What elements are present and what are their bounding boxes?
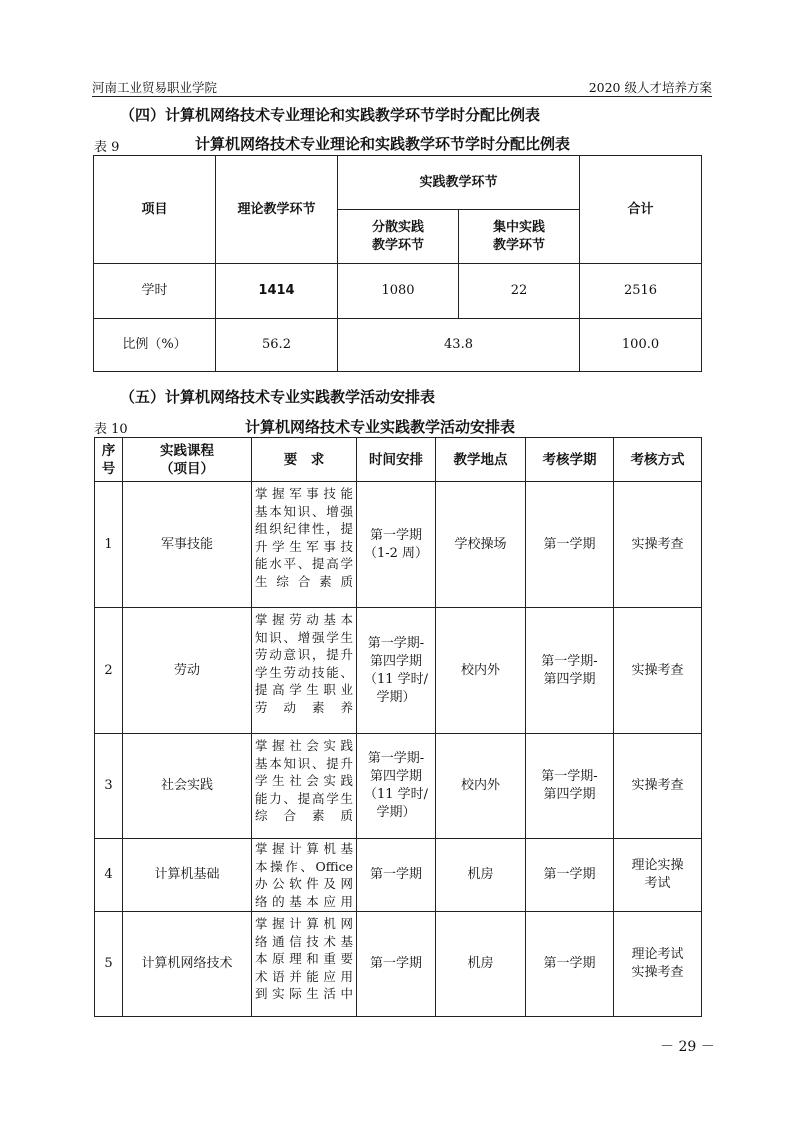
t9-hours-scattered: 1080 [338,264,459,319]
t10-header-term: 考核学期 [526,438,614,482]
t10-row-course: 劳动 [123,608,252,734]
t10-row-place: 校内外 [436,608,526,734]
t9-hours-label: 学时 [94,264,216,319]
t10-header-place: 教学地点 [436,438,526,482]
t10-row-course: 计算机网络技术 [123,912,252,1017]
table-row [95,734,702,839]
t10-row-place: 学校操场 [436,482,526,608]
t9-header-theory: 理论教学环节 [216,156,338,264]
t9-hours-theory: 1414 [216,264,338,319]
t9-hours-concentrated: 22 [459,264,580,319]
t10-row-course: 军事技能 [123,482,252,608]
t10-row-course: 社会实践 [123,734,252,839]
t9-header-item: 项目 [94,156,216,264]
t9-ratio-label: 比例（%） [94,319,216,372]
t10-row-course: 计算机基础 [123,839,252,912]
t10-row-method: 理论考试 实操考查 [614,912,702,1017]
t10-row-term: 第一学期 [526,839,614,912]
t10-row-requirement: 掌握计算机网 络通信技术基 本原理和重要 术语并能应用 到实际生活中 [252,912,357,1017]
t10-header-method: 考核方式 [614,438,702,482]
t9-hours-total: 2516 [580,264,702,319]
t10-row-time: 第一学期 [357,912,436,1017]
table-row [95,608,702,734]
t9-header-practice: 实践教学环节 [338,156,580,210]
t10-row-no: 5 [95,912,123,1017]
t9-header-total: 合计 [580,156,702,264]
t10-row-place: 校内外 [436,734,526,839]
t10-row-time: 第一学期 （1-2 周） [357,482,436,608]
t10-row-requirement: 掌握社会实践 基本知识、提升 学生社会实践 能力、提高学生 综合素质 [252,734,357,839]
t9-header-scattered: 分散实践 教学环节 [338,210,459,264]
page-number: － 29 － [660,1039,715,1055]
t10-row-time: 第一学期 [357,839,436,912]
t10-row-method: 实操考查 [614,608,702,734]
t10-row-term: 第一学期 [526,482,614,608]
t10-row-requirement: 掌握劳动基本 知识、增强学生 劳动意识，提升 学生劳动技能、 提高学生职业 劳动素养 [252,608,357,734]
t10-row-method: 实操考查 [614,482,702,608]
page-header [92,76,712,97]
t9-header-concentrated: 集中实践 教学环节 [459,210,580,264]
t10-header-time: 时间安排 [357,438,436,482]
table-10-caption: 计算机网络技术专业实践教学活动安排表 [245,418,516,436]
table-9 [93,155,702,372]
t10-row-no: 3 [95,734,123,839]
t10-row-time: 第一学期- 第四学期 （11 学时/ 学期） [357,734,436,839]
header-doc-title: 2020 级人才培养方案 [588,80,712,95]
table-row [95,839,702,912]
table-9-number: 表 9 [94,140,120,155]
t9-ratio-total: 100.0 [580,319,702,372]
t10-row-requirement: 掌握军事技能 基本知识、增强 组织纪律性，提 升学生军事技 能水平、提高学 生综合素质 [252,482,357,608]
table-row [95,912,702,1017]
t10-row-time: 第一学期- 第四学期 （11 学时/ 学期） [357,608,436,734]
t10-row-term: 第一学期- 第四学期 [526,608,614,734]
t9-ratio-theory: 56.2 [216,319,338,372]
table-row [95,482,702,608]
table-10-number: 表 10 [94,422,128,437]
table-10 [94,437,702,1017]
t10-row-term: 第一学期- 第四学期 [526,734,614,839]
t10-row-place: 机房 [436,912,526,1017]
t10-row-method: 理论实操 考试 [614,839,702,912]
t10-row-place: 机房 [436,839,526,912]
t10-header-requirement: 要 求 [252,438,357,482]
section-4-title: （四）计算机网络技术专业理论和实践教学环节学时分配比例表 [120,106,541,124]
section-5-title: （五）计算机网络技术专业实践教学活动安排表 [120,388,436,406]
t10-row-term: 第一学期 [526,912,614,1017]
t10-row-method: 实操考查 [614,734,702,839]
t10-row-no: 1 [95,482,123,608]
t10-row-no: 2 [95,608,123,734]
t9-ratio-practice: 43.8 [338,319,580,372]
t10-header-no: 序 号 [95,438,123,482]
t10-header-course: 实践课程 （项目） [123,438,252,482]
t10-row-requirement: 掌握计算机基 本操作、Office 办公软件及网 络的基本应用 [252,839,357,912]
table-9-caption: 计算机网络技术专业理论和实践教学环节学时分配比例表 [195,135,571,153]
t10-row-no: 4 [95,839,123,912]
header-school-name: 河南工业贸易职业学院 [92,80,218,95]
